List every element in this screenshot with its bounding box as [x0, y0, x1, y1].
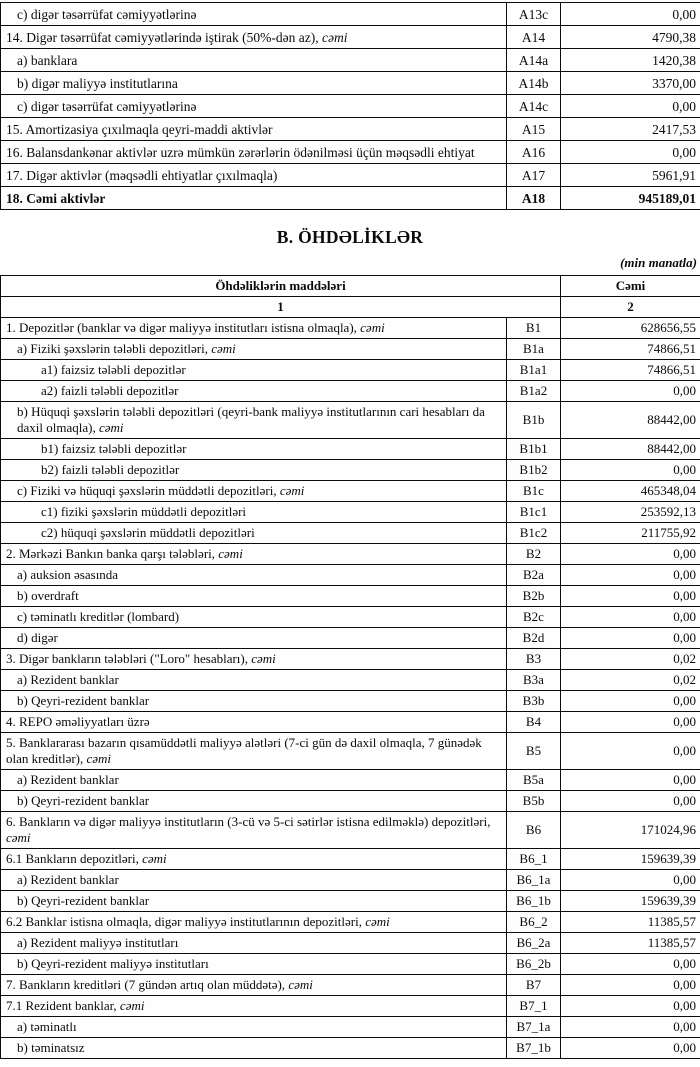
row-label-cell: [1, 812, 507, 849]
row-code: A17: [507, 164, 561, 187]
row-label: a) Rezident banklar: [17, 672, 119, 687]
table-row: [1, 849, 700, 870]
row-label-cell: [1, 164, 507, 187]
row-label-cell: [1, 649, 507, 670]
row-label-cell: [1, 360, 507, 381]
table-row: [1, 691, 700, 712]
row-label-cell: [1, 95, 507, 118]
row-label-cell: [1, 1038, 507, 1059]
row-code: B5b: [507, 791, 561, 812]
table-row: [1, 318, 700, 339]
row-value: 945189,01: [561, 187, 700, 210]
row-value: 465348,04: [561, 481, 700, 502]
row-label: b1) faizsiz tələbli depozitlər: [41, 441, 187, 456]
row-value: 0,00: [561, 607, 700, 628]
row-code: B1a2: [507, 381, 561, 402]
row-label: b) digər maliyyə institutlarına: [17, 75, 178, 91]
row-value: 0,00: [561, 586, 700, 607]
row-value: 628656,55: [561, 318, 700, 339]
table-row: [1, 460, 700, 481]
row-code: A14c: [507, 95, 561, 118]
table-row: [1, 791, 700, 812]
row-label-cell: [1, 118, 507, 141]
row-code: B1b1: [507, 439, 561, 460]
row-value: 0,00: [561, 95, 700, 118]
table-row: [1, 523, 700, 544]
row-value: 88442,00: [561, 402, 700, 439]
table-row: [1, 586, 700, 607]
row-label-cell: [1, 770, 507, 791]
table-row: [1, 187, 700, 210]
row-label: 5. Banklararası bazarın qısamüddətli maliyyə alətləri (7-ci gün də daxil olmaqla, 7 günədək olan kreditlər),: [6, 735, 482, 766]
row-code: A15: [507, 118, 561, 141]
row-value: 0,00: [561, 565, 700, 586]
row-value: 11385,57: [561, 912, 700, 933]
table-row: [1, 649, 700, 670]
row-value: 159639,39: [561, 849, 700, 870]
row-value: 4790,38: [561, 26, 700, 49]
table-row: [1, 996, 700, 1017]
row-label-cell: [1, 670, 507, 691]
row-code: B2c: [507, 607, 561, 628]
row-label-italic-suffix: cəmi: [86, 751, 112, 766]
table-row: [1, 141, 700, 164]
row-label: a) Rezident maliyyə institutları: [17, 935, 179, 950]
table-row: [1, 49, 700, 72]
row-label: c2) hüquqi şəxslərin müddətli depozitləri: [41, 525, 255, 540]
row-label-cell: [1, 402, 507, 439]
row-label: b) Qeyri-rezident banklar: [17, 793, 150, 808]
row-code: B4: [507, 712, 561, 733]
table-row: [1, 95, 700, 118]
row-label-cell: [1, 339, 507, 360]
row-label: 6.2 Banklar istisna olmaqla, digər maliyyə institutlarının depozitləri,: [6, 914, 366, 929]
row-label-cell: [1, 954, 507, 975]
row-code: B6_1a: [507, 870, 561, 891]
row-label-cell: [1, 72, 507, 95]
row-value: 0,00: [561, 1038, 700, 1059]
row-code: B7_1: [507, 996, 561, 1017]
row-value: 0,00: [561, 544, 700, 565]
row-label-italic-suffix: cəmi: [322, 29, 348, 45]
row-label-cell: [1, 318, 507, 339]
row-label-cell: [1, 791, 507, 812]
row-label-italic-suffix: cəmi: [218, 546, 243, 561]
column-number-2: 2: [561, 297, 700, 318]
row-code: B7: [507, 975, 561, 996]
row-label-italic-suffix: cəmi: [142, 851, 167, 866]
row-code: A18: [507, 187, 561, 210]
row-label: 16. Balansdankənar aktivlər uzrə mümkün zərərlərin ödənilməsi üçün məqsədli ehtiyat: [6, 144, 475, 160]
table-row: [1, 733, 700, 770]
row-label: c) Fiziki və hüquqi şəxslərin müddətli depozitləri,: [17, 483, 280, 498]
row-value: 3370,00: [561, 72, 700, 95]
table-row: [1, 1038, 700, 1059]
row-label-cell: [1, 712, 507, 733]
row-value: 0,00: [561, 1017, 700, 1038]
row-code: B6_2b: [507, 954, 561, 975]
row-code: B6: [507, 812, 561, 849]
table-row: [1, 339, 700, 360]
table-row: [1, 712, 700, 733]
table-row: [1, 381, 700, 402]
table-row: [1, 770, 700, 791]
row-label-cell: [1, 628, 507, 649]
row-code: B6_2a: [507, 933, 561, 954]
row-label-italic-suffix: cəmi: [365, 914, 390, 929]
table-row: [1, 812, 700, 849]
row-label-italic-suffix: cəmi: [279, 483, 305, 498]
row-code: B1a: [507, 339, 561, 360]
row-value: 1420,38: [561, 49, 700, 72]
row-label-cell: [1, 586, 507, 607]
row-code: B6_1: [507, 849, 561, 870]
row-value: 211755,92: [561, 523, 700, 544]
items-column-header: Öhdəliklərin maddələri: [1, 276, 561, 297]
row-code: B2b: [507, 586, 561, 607]
row-code: A13c: [507, 3, 561, 26]
row-label-cell: [1, 381, 507, 402]
row-label: 7. Bankların kreditləri (7 gündən artıq olan müddətə),: [6, 977, 289, 992]
row-value: 0,00: [561, 3, 700, 26]
row-label-cell: [1, 502, 507, 523]
row-label: c1) fiziki şəxslərin müddətli depozitləri: [41, 504, 247, 519]
row-label-italic-suffix: cəmi: [6, 830, 31, 845]
row-value: 0,00: [561, 770, 700, 791]
row-label: 2. Mərkəzi Bankın banka qarşı tələbləri,: [6, 546, 219, 561]
row-label: 4. REPO əməliyyatları üzrə: [6, 714, 150, 729]
table-row: [1, 360, 700, 381]
row-value: 171024,96: [561, 812, 700, 849]
row-value: 0,00: [561, 733, 700, 770]
row-label: a1) faizsiz tələbli depozitlər: [41, 362, 186, 377]
row-value: 0,00: [561, 381, 700, 402]
table-row: [1, 544, 700, 565]
row-value: 0,00: [561, 954, 700, 975]
table-row: [1, 402, 700, 439]
table-row: [1, 933, 700, 954]
row-label-cell: [1, 996, 507, 1017]
row-label: a) Rezident banklar: [17, 772, 119, 787]
row-label-italic-suffix: cəmi: [119, 998, 145, 1013]
row-code: B7_1b: [507, 1038, 561, 1059]
row-value: 253592,13: [561, 502, 700, 523]
row-value: 0,00: [561, 996, 700, 1017]
row-value: 5961,91: [561, 164, 700, 187]
row-label: a2) faizli tələbli depozitlər: [41, 383, 179, 398]
row-label-cell: [1, 975, 507, 996]
row-value: 0,00: [561, 691, 700, 712]
row-label-cell: [1, 733, 507, 770]
row-label-cell: [1, 1017, 507, 1038]
row-value: 88442,00: [561, 439, 700, 460]
table-row: [1, 502, 700, 523]
row-label-cell: [1, 544, 507, 565]
row-label-cell: [1, 523, 507, 544]
table-row: [1, 3, 700, 26]
row-code: A14: [507, 26, 561, 49]
row-code: B2: [507, 544, 561, 565]
table-row: [1, 481, 700, 502]
row-code: B1c2: [507, 523, 561, 544]
row-code: B1b: [507, 402, 561, 439]
row-label-cell: [1, 607, 507, 628]
row-code: B5: [507, 733, 561, 770]
row-label: c) təminatlı kreditlər (lombard): [17, 609, 180, 624]
row-code: A14b: [507, 72, 561, 95]
row-label-italic-suffix: cəmi: [360, 320, 385, 335]
row-value: 0,02: [561, 670, 700, 691]
row-code: B3b: [507, 691, 561, 712]
row-label: 3. Digər bankların tələbləri ("Loro" hesabları),: [6, 651, 252, 666]
row-label-cell: [1, 912, 507, 933]
row-code: B6_1b: [507, 891, 561, 912]
row-value: 0,00: [561, 460, 700, 481]
row-code: B2a: [507, 565, 561, 586]
row-value: 159639,39: [561, 891, 700, 912]
row-label: b) Qeyri-rezident maliyyə institutları: [17, 956, 209, 971]
row-label-cell: [1, 187, 507, 210]
row-label: b2) faizli tələbli depozitlər: [41, 462, 180, 477]
row-label-cell: [1, 481, 507, 502]
liabilities-table-header: [1, 276, 700, 318]
row-code: B5a: [507, 770, 561, 791]
row-label: c) digər təsərrüfat cəmiyyətlərinə: [17, 6, 197, 22]
unit-note: (min manatla): [620, 255, 697, 270]
row-label-cell: [1, 439, 507, 460]
row-value: 0,00: [561, 712, 700, 733]
table-row: [1, 954, 700, 975]
table-row: [1, 72, 700, 95]
table-row: [1, 565, 700, 586]
row-label-italic-suffix: cəmi: [251, 651, 276, 666]
table-row: [1, 439, 700, 460]
table-row: [1, 118, 700, 141]
row-value: 11385,57: [561, 933, 700, 954]
row-label: 7.1 Rezident banklar,: [6, 998, 120, 1013]
table-row: [1, 975, 700, 996]
column-number-1: 1: [1, 297, 561, 318]
row-label-italic-suffix: cəmi: [288, 977, 313, 992]
assets-table-continuation: [0, 2, 700, 210]
row-label: 6. Bankların və digər maliyyə institutların (3-cü və 5-ci sətirlər istisna edilməklə) depozitləri,: [6, 814, 491, 829]
table-row: [1, 164, 700, 187]
row-label: b) overdraft: [17, 588, 79, 603]
row-value: 0,00: [561, 141, 700, 164]
table-row: [1, 26, 700, 49]
table-row: [1, 607, 700, 628]
row-label-italic-suffix: cəmi: [211, 341, 236, 356]
row-label-cell: [1, 691, 507, 712]
row-label-cell: [1, 870, 507, 891]
row-value: 74866,51: [561, 339, 700, 360]
row-label: d) digər: [17, 630, 58, 645]
row-label-cell: [1, 460, 507, 481]
row-value: 0,00: [561, 791, 700, 812]
row-label-italic-suffix: cəmi: [98, 420, 124, 435]
row-label: b) Qeyri-rezident banklar: [17, 693, 150, 708]
row-label: a) Rezident banklar: [17, 872, 119, 887]
row-value: 0,00: [561, 975, 700, 996]
row-code: B2d: [507, 628, 561, 649]
row-label: 18. Cəmi aktivlər: [6, 190, 106, 206]
row-label: b) Hüquqi şəxslərin tələbli depozitləri (qeyri-bank maliyyə institutlarının cari hesabları da daxil olmaqla),: [17, 404, 485, 435]
table-row: [1, 912, 700, 933]
row-label: 6.1 Bankların depozitləri,: [6, 851, 143, 866]
row-code: B7_1a: [507, 1017, 561, 1038]
table-row: [1, 628, 700, 649]
row-label: a) təminatlı: [17, 1019, 77, 1034]
row-value: 0,02: [561, 649, 700, 670]
row-label: b) Qeyri-rezident banklar: [17, 893, 150, 908]
row-value: 74866,51: [561, 360, 700, 381]
table-row: [1, 870, 700, 891]
column-number-row: [1, 297, 700, 318]
row-code: B1c: [507, 481, 561, 502]
row-label: 17. Digər aktivlər (məqsədli ehtiyatlar çıxılmaqla): [6, 167, 278, 183]
table-row: [1, 891, 700, 912]
row-label-cell: [1, 565, 507, 586]
row-value: 0,00: [561, 628, 700, 649]
row-label: 14. Digər təsərrüfat cəmiyyətlərində iştirak (50%-dən az),: [6, 29, 322, 45]
row-code: B1: [507, 318, 561, 339]
row-label: 1. Depozitlər (banklar və digər maliyyə institutları istisna olmaqla),: [6, 320, 361, 335]
row-code: A14a: [507, 49, 561, 72]
header-row: [1, 276, 700, 297]
row-code: B6_2: [507, 912, 561, 933]
row-value: 2417,53: [561, 118, 700, 141]
row-value: 0,00: [561, 870, 700, 891]
table-row: [1, 670, 700, 691]
row-label-cell: [1, 933, 507, 954]
row-code: B3a: [507, 670, 561, 691]
liabilities-table: [0, 275, 700, 1059]
table-row: [1, 1017, 700, 1038]
row-label: a) auksion əsasında: [17, 567, 119, 582]
row-label: b) təminatsız: [17, 1040, 85, 1055]
row-code: A16: [507, 141, 561, 164]
row-label-cell: [1, 3, 507, 26]
row-code: B3: [507, 649, 561, 670]
row-label: a) banklara: [17, 52, 78, 68]
row-label-cell: [1, 49, 507, 72]
row-label: a) Fiziki şəxslərin tələbli depozitləri,: [17, 341, 212, 356]
row-label-cell: [1, 141, 507, 164]
row-label-cell: [1, 891, 507, 912]
row-label: c) digər təsərrüfat cəmiyyətlərinə: [17, 98, 197, 114]
row-label: 15. Amortizasiya çıxılmaqla qeyri-maddi aktivlər: [6, 121, 273, 137]
row-code: B1a1: [507, 360, 561, 381]
row-label-cell: [1, 26, 507, 49]
row-code: B1b2: [507, 460, 561, 481]
row-code: B1c1: [507, 502, 561, 523]
row-label-cell: [1, 849, 507, 870]
liabilities-section-title: B. ÖHDƏLİKLƏR: [276, 227, 424, 247]
total-column-header: Cəmi: [561, 276, 700, 297]
